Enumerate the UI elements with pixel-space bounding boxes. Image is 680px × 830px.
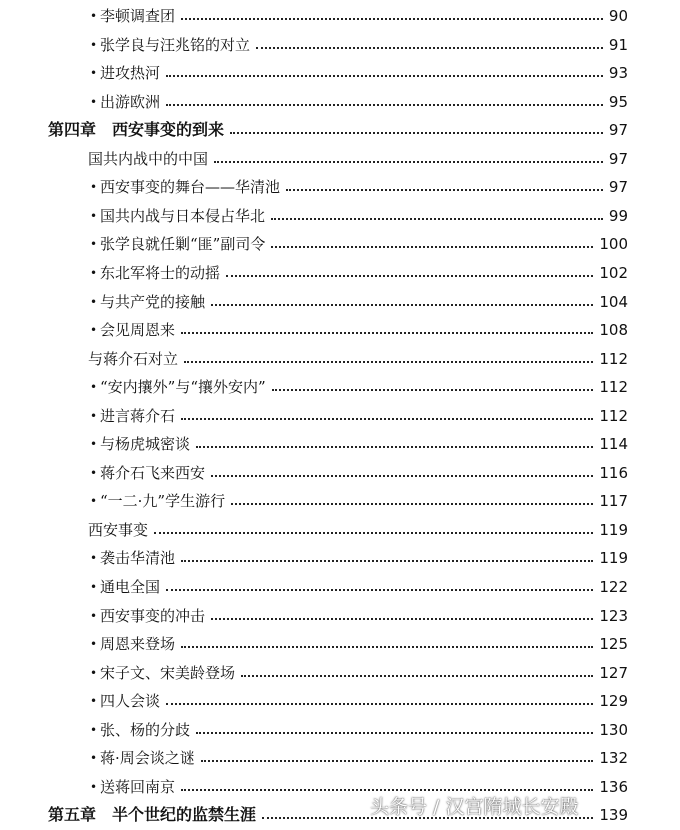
toc-entry-title: 蒋介石飞来西安	[100, 463, 209, 483]
toc-entry-title: 与杨虎城密谈	[100, 434, 194, 454]
toc-page-number: 93	[608, 64, 628, 83]
toc-page-number: 97	[608, 178, 628, 197]
bullet-dot-icon: •	[90, 608, 98, 623]
bullet-dot-icon: •	[90, 265, 98, 280]
toc-section-row	[0, 145, 680, 173]
toc-item-row	[0, 31, 680, 59]
toc-item-row	[0, 487, 680, 515]
toc-page-number: 116	[599, 463, 628, 482]
toc-page-number: 90	[608, 7, 628, 25]
toc-page-number: 119	[599, 520, 628, 539]
bullet-dot-icon: •	[90, 294, 98, 309]
toc-section-row	[0, 345, 680, 373]
toc-entry-title: 进言蒋介石	[100, 406, 179, 426]
toc-entry-title: 国共内战中的中国	[88, 149, 212, 169]
toc-entry-title: 会见周恩来	[100, 320, 179, 340]
toc-entry-title: 李顿调查团	[100, 6, 179, 26]
bullet-dot-icon: •	[90, 751, 98, 766]
toc-page-number: 125	[599, 635, 628, 654]
toc-entry-title: 东北军将士的动摇	[100, 263, 224, 283]
bullet-dot-icon: •	[90, 9, 98, 23]
toc-entry-title: “安内攘外”与“攘外安内”	[100, 377, 270, 397]
dot-leader	[154, 532, 593, 534]
bullet-dot-icon: •	[90, 694, 98, 709]
toc-page-number: 112	[599, 378, 628, 397]
toc-item-row	[0, 630, 680, 658]
toc-entry-title: 西安事变	[88, 520, 152, 540]
toc-page-number: 129	[599, 692, 628, 711]
toc-item-row	[0, 544, 680, 572]
toc-entry-title: 周恩来登场	[100, 634, 179, 654]
bullet-dot-icon: •	[90, 66, 98, 81]
toc-item-row	[0, 202, 680, 230]
bullet-dot-icon: •	[90, 380, 98, 395]
dot-leader	[181, 646, 593, 648]
toc-entry-title: 进攻热河	[100, 63, 164, 83]
dot-leader	[181, 560, 593, 562]
toc-page-number: 119	[599, 549, 628, 568]
toc-page-number: 99	[608, 206, 628, 225]
toc-item-row	[0, 659, 680, 687]
toc-item-row	[0, 373, 680, 401]
toc-entry-title: 西安事变的舞台——华清池	[100, 177, 284, 197]
dot-leader	[166, 703, 593, 705]
bullet-dot-icon: •	[90, 408, 98, 423]
toc-section-row	[0, 516, 680, 544]
toc-item-row	[0, 59, 680, 87]
toc-page-number: 95	[608, 92, 628, 111]
bullet-dot-icon: •	[90, 94, 98, 109]
toc-page-number: 130	[599, 720, 628, 739]
dot-leader	[211, 475, 593, 477]
bullet-dot-icon: •	[90, 580, 98, 594]
toc-page-number: 112	[599, 349, 628, 368]
toc-entry-title: 西安事变的冲击	[100, 606, 209, 626]
toc-item-row	[0, 316, 680, 344]
bullet-dot-icon: •	[90, 323, 98, 338]
dot-leader	[226, 275, 593, 277]
toc-item-row	[0, 602, 680, 630]
bullet-dot-icon: •	[90, 465, 98, 480]
toc-entry-title: 张学良与汪兆铭的对立	[100, 35, 254, 55]
toc-entry-title: 第四章 西安事变的到来	[48, 120, 228, 140]
dot-leader	[196, 446, 593, 448]
dot-leader	[230, 132, 603, 134]
dot-leader	[181, 789, 593, 791]
toc-entry-title: 蒋·周会谈之谜	[100, 748, 199, 768]
dot-leader	[231, 503, 593, 505]
toc-entry-title: 第五章 半个世纪的监禁生涯	[48, 805, 260, 825]
toc-entry-title: 与共产党的接触	[100, 292, 209, 312]
bullet-dot-icon: •	[90, 665, 98, 680]
toc-page-number: 100	[599, 235, 628, 254]
toc-page-number: 132	[599, 749, 628, 768]
toc-item-row	[0, 430, 680, 458]
toc-item-row	[0, 88, 680, 116]
toc-item-row	[0, 744, 680, 772]
toc-entry-title: 四人会谈	[100, 691, 164, 711]
toc-chapter-row	[0, 116, 680, 144]
toc-page-number: 104	[599, 292, 628, 311]
bullet-dot-icon: •	[90, 551, 98, 566]
dot-leader	[211, 304, 593, 306]
toc-item-row	[0, 173, 680, 201]
dot-leader	[196, 732, 593, 734]
dot-leader	[214, 161, 603, 163]
dot-leader	[181, 332, 593, 334]
dot-leader	[271, 246, 593, 248]
toc-entry-title: 出游欧洲	[100, 92, 164, 112]
toc-entry-title: 宋子文、宋美龄登场	[100, 663, 239, 683]
dot-leader	[184, 361, 593, 363]
bullet-dot-icon: •	[90, 494, 98, 509]
bullet-dot-icon: •	[90, 237, 98, 252]
toc-entry-title: 与蒋介石对立	[88, 349, 182, 369]
dot-leader	[166, 75, 603, 77]
dot-leader	[166, 104, 603, 106]
toc-page-number: 112	[599, 406, 628, 425]
dot-leader	[241, 675, 593, 677]
dot-leader	[256, 47, 603, 49]
watermark-text: 头条号 / 汉宫隋城长安殿	[370, 796, 579, 818]
toc-page-number: 123	[599, 606, 628, 625]
toc-item-row	[0, 230, 680, 258]
toc-page-number: 97	[608, 149, 628, 168]
toc-entry-title: 通电全国	[100, 577, 164, 597]
bullet-dot-icon: •	[90, 208, 98, 223]
toc-page-number: 102	[599, 263, 628, 282]
toc-item-row	[0, 259, 680, 287]
dot-leader	[201, 760, 593, 762]
dot-leader	[181, 418, 593, 420]
toc-page-number: 127	[599, 663, 628, 682]
dot-leader	[272, 389, 593, 391]
toc-page-number: 108	[599, 321, 628, 340]
toc-page-number: 122	[599, 578, 628, 596]
toc-item-row	[0, 288, 680, 316]
bullet-dot-icon: •	[90, 779, 98, 794]
dot-leader	[211, 618, 593, 620]
toc-item-row	[0, 402, 680, 430]
toc-entry-title: “一二·九”学生游行	[100, 491, 229, 511]
toc-item-row	[0, 459, 680, 487]
bullet-dot-icon: •	[90, 637, 98, 652]
toc-item-row	[0, 2, 680, 30]
toc-entry-title: 国共内战与日本侵占华北	[100, 206, 269, 226]
dot-leader	[166, 589, 593, 591]
toc-entry-title: 张、杨的分歧	[100, 720, 194, 740]
toc-page-number: 136	[599, 777, 628, 796]
toc-item-row	[0, 687, 680, 715]
bullet-dot-icon: •	[90, 180, 98, 195]
toc-page-number: 114	[599, 435, 628, 454]
toc-page-number: 91	[608, 35, 628, 54]
toc-page-number: 97	[608, 121, 628, 140]
toc-entry-title: 袭击华清池	[100, 548, 179, 568]
toc-item-row	[0, 573, 680, 601]
bullet-dot-icon: •	[90, 37, 98, 52]
toc-page-number: 117	[599, 492, 628, 511]
bullet-dot-icon: •	[90, 437, 98, 452]
dot-leader	[271, 218, 603, 220]
toc-entry-title: 送蒋回南京	[100, 777, 179, 797]
bullet-dot-icon: •	[90, 722, 98, 737]
dot-leader	[286, 189, 603, 191]
toc-item-row	[0, 716, 680, 744]
dot-leader	[181, 18, 603, 20]
toc-entry-title: 张学良就任剿“匪”副司令	[100, 234, 269, 254]
toc-page-number: 139	[599, 806, 628, 825]
